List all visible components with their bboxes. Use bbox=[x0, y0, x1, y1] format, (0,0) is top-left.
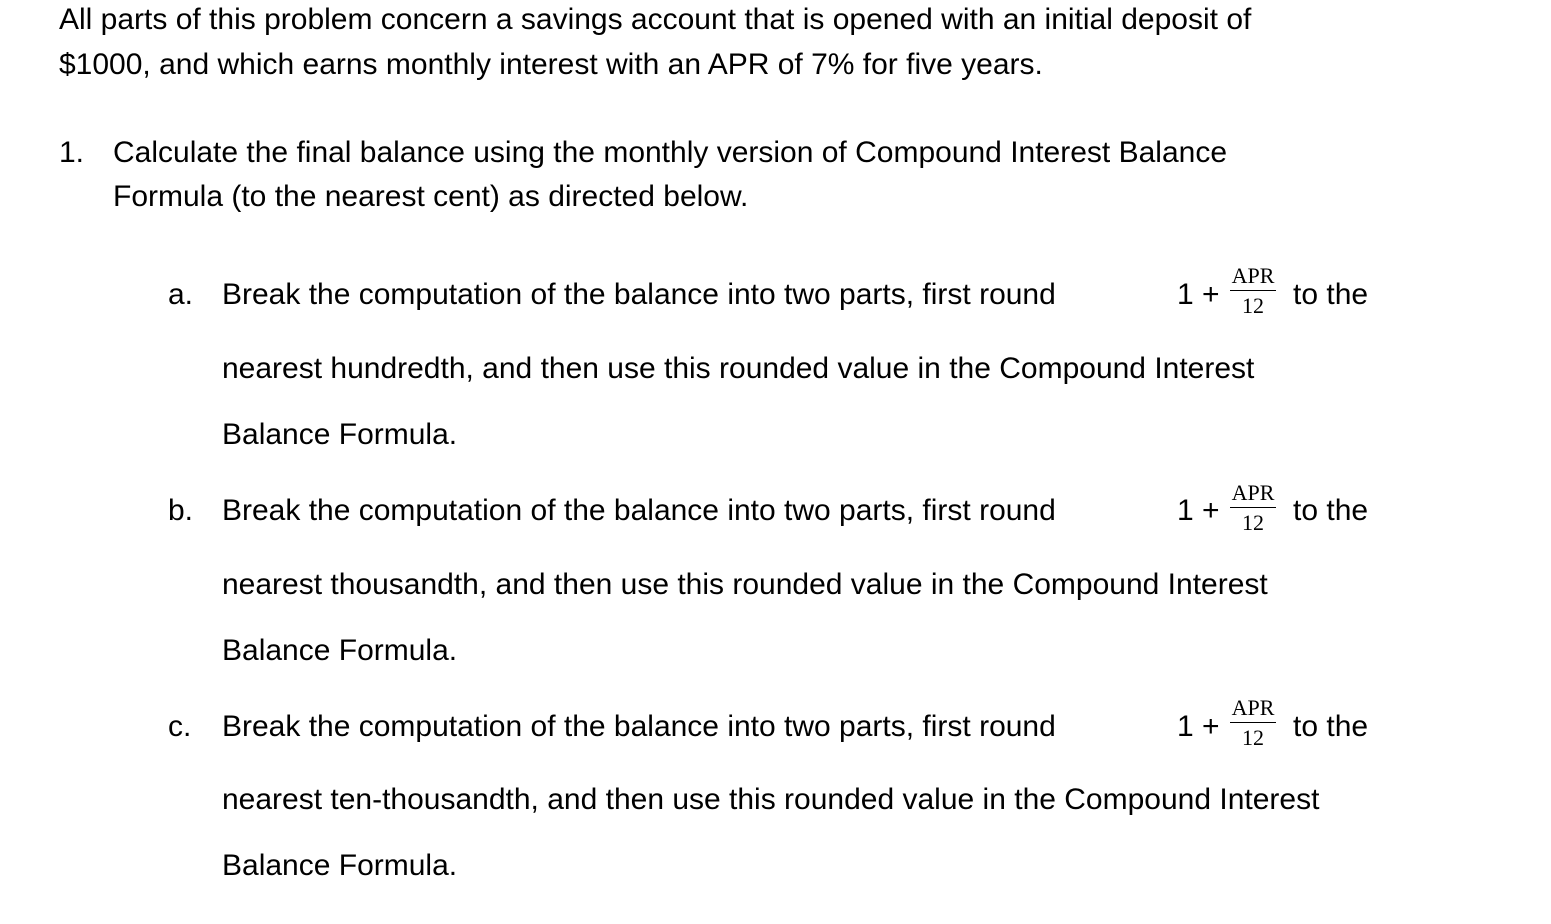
part-line-3: Balance Formula. bbox=[222, 849, 458, 882]
fraction-numerator: APR bbox=[1231, 695, 1275, 720]
intro-line-1: All parts of this problem concern a savings account that is opened with an initial deposit of bbox=[59, 3, 1252, 36]
question-number: 1. bbox=[59, 136, 85, 169]
part-line-2: nearest thousandth, and then use this rounded value in the Compound Interest bbox=[222, 568, 1268, 601]
part-line-3: Balance Formula. bbox=[222, 418, 458, 451]
part-trail-text: to the bbox=[1293, 494, 1369, 527]
question-line-2: Formula (to the nearest cent) as directed below. bbox=[113, 180, 749, 213]
fraction-numerator: APR bbox=[1231, 263, 1275, 288]
fraction-bar bbox=[1230, 722, 1276, 723]
part-line-2: nearest ten-thousandth, and then use this rounded value in the Compound Interest bbox=[222, 783, 1320, 816]
question-line-1: Calculate the final balance using the monthly version of Compound Interest Balance bbox=[113, 136, 1227, 169]
fraction-bar bbox=[1230, 507, 1276, 508]
math-expression-prefix: 1 + bbox=[1177, 710, 1220, 743]
fraction-denominator: 12 bbox=[1242, 725, 1264, 750]
fraction-numerator: APR bbox=[1231, 480, 1275, 505]
part-trail-text: to the bbox=[1293, 278, 1369, 311]
part-trail-text: to the bbox=[1293, 710, 1369, 743]
part-lead-text: Break the computation of the balance into two parts, first round bbox=[222, 494, 1056, 527]
part-lead-text: Break the computation of the balance into two parts, first round bbox=[222, 278, 1056, 311]
part-line-3: Balance Formula. bbox=[222, 634, 458, 667]
part-lead-text: Break the computation of the balance into two parts, first round bbox=[222, 710, 1056, 743]
fraction-denominator: 12 bbox=[1242, 293, 1264, 318]
fraction-denominator: 12 bbox=[1242, 510, 1264, 535]
part-marker: c. bbox=[168, 710, 192, 743]
fraction-bar bbox=[1230, 290, 1276, 291]
math-expression-prefix: 1 + bbox=[1177, 494, 1220, 527]
math-expression-prefix: 1 + bbox=[1177, 278, 1220, 311]
part-line-2: nearest hundredth, and then use this rounded value in the Compound Interest bbox=[222, 352, 1255, 385]
part-marker: b. bbox=[168, 494, 194, 527]
part-marker: a. bbox=[168, 278, 194, 311]
intro-line-2: $1000, and which earns monthly interest with an APR of 7% for five years. bbox=[59, 48, 1043, 81]
